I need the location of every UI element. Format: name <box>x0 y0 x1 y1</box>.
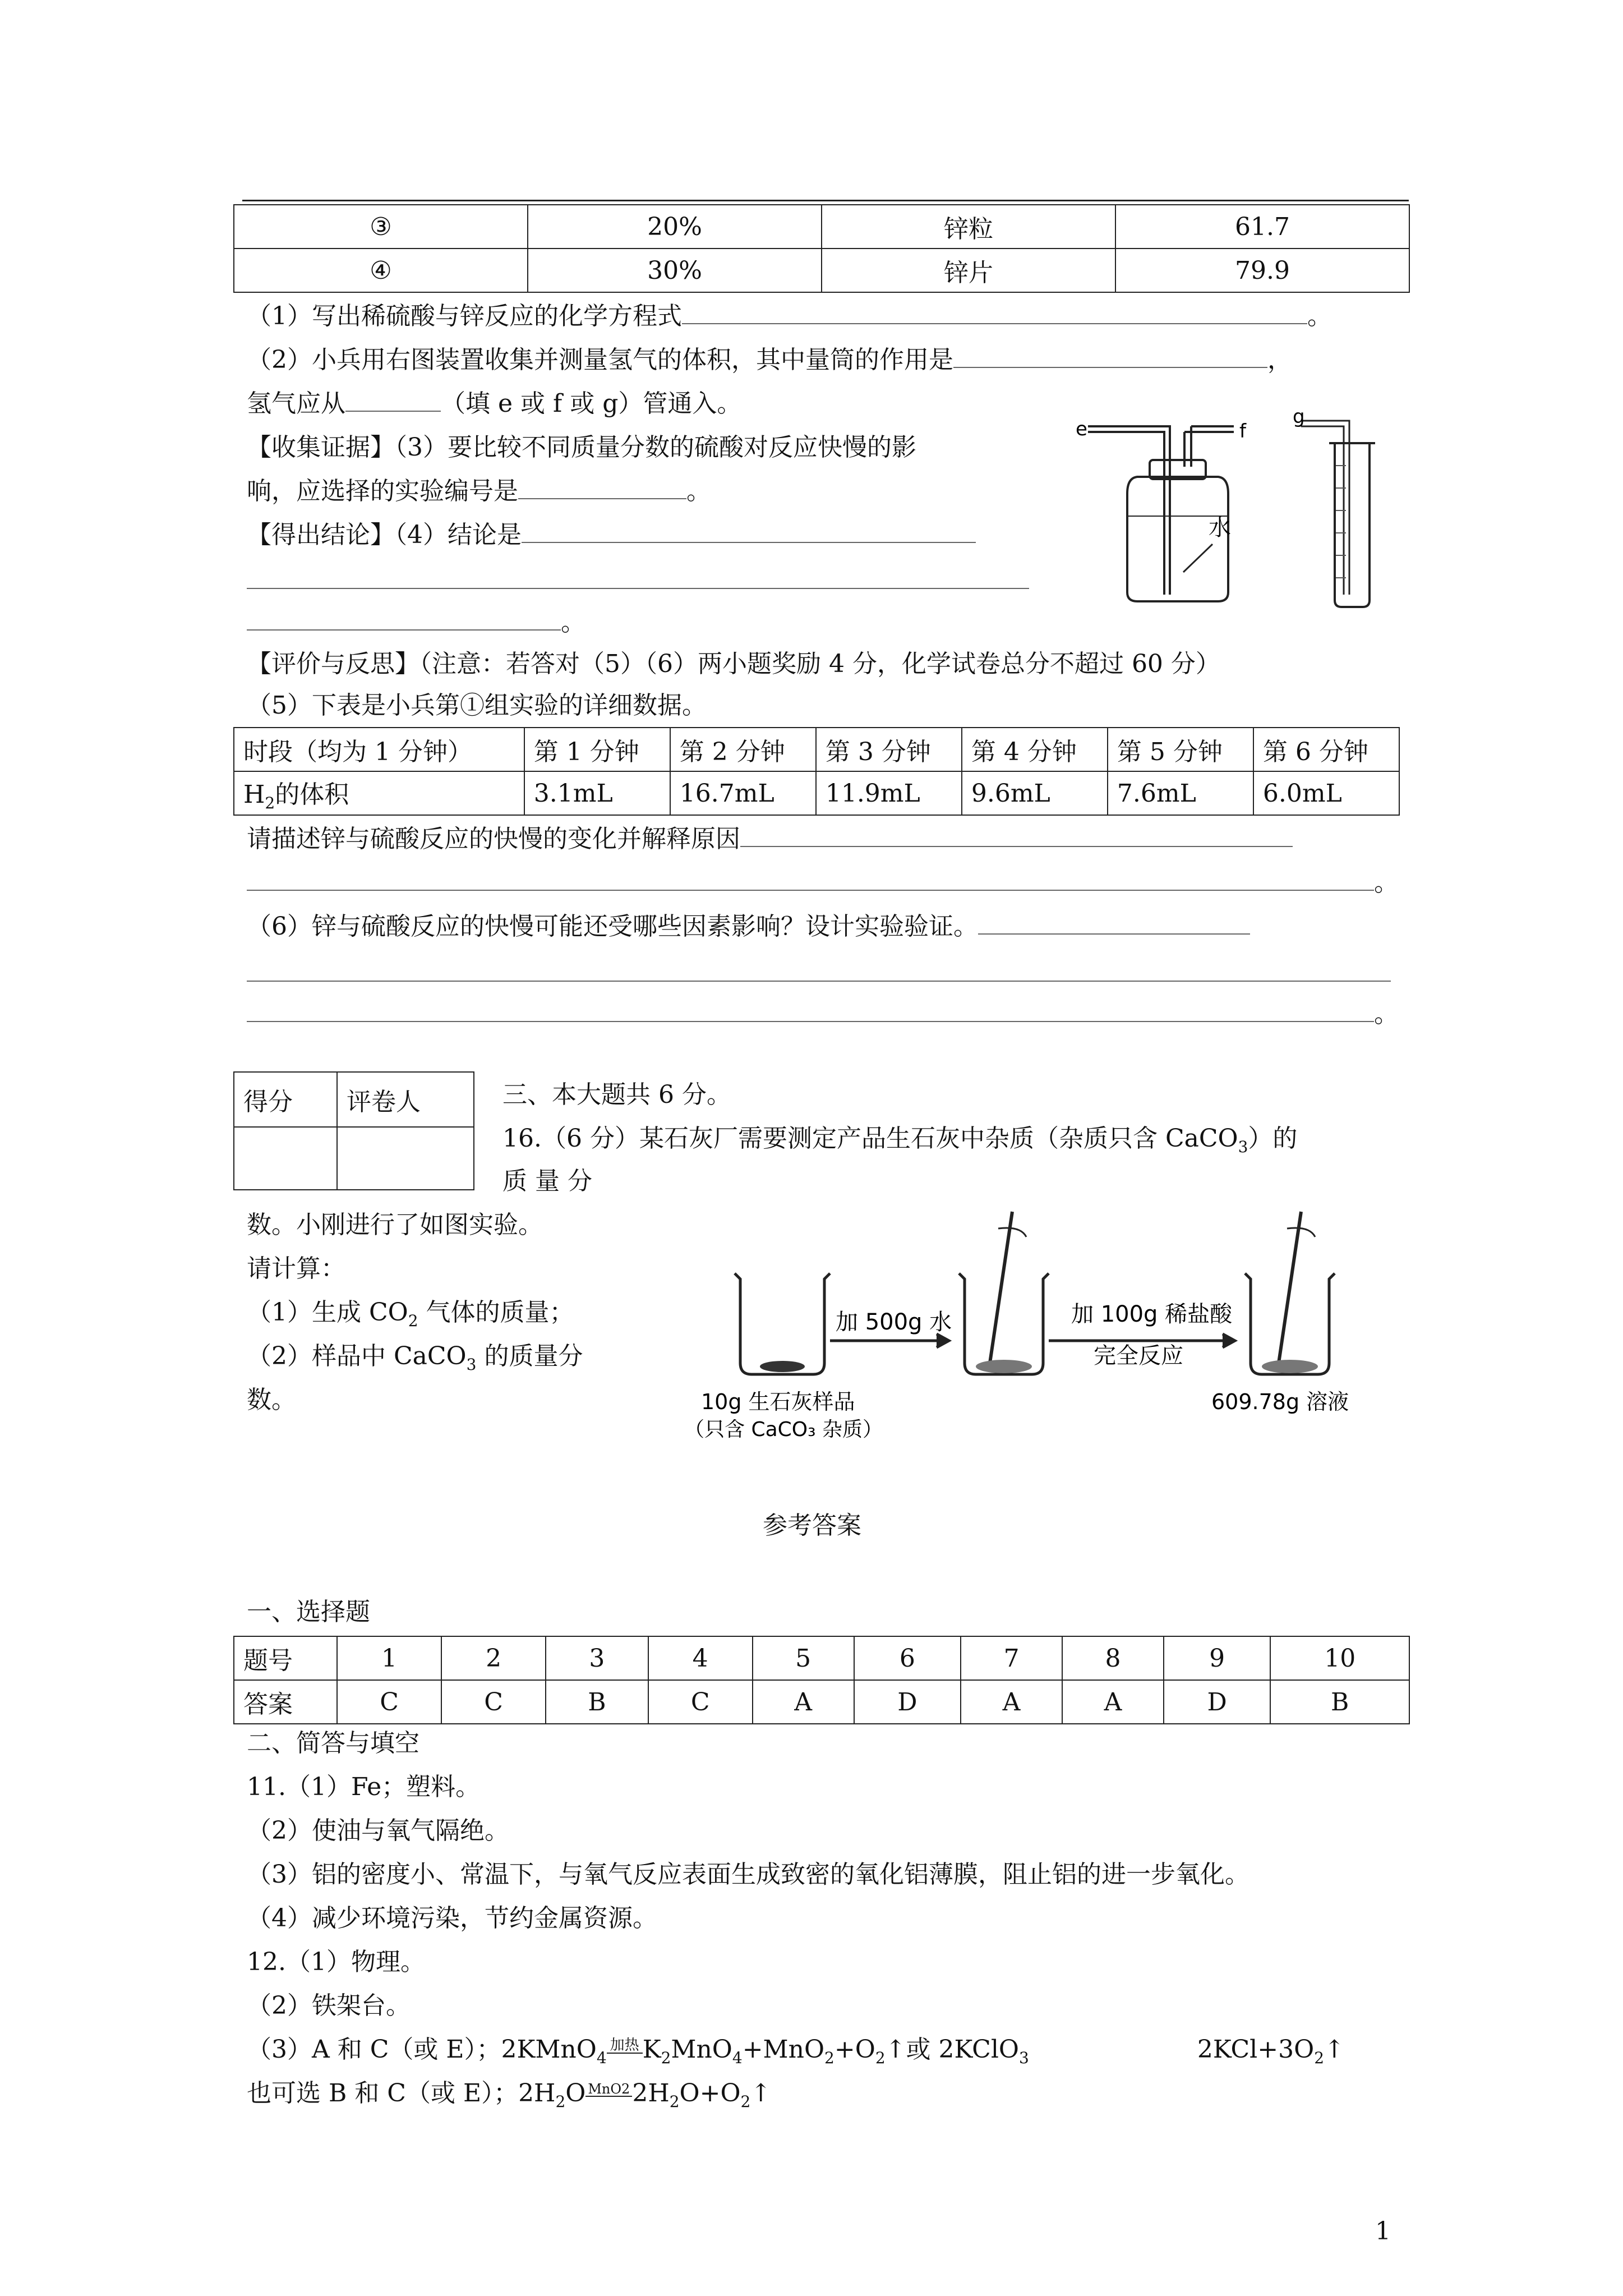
answer-blank[interactable] <box>740 823 1293 847</box>
row-label: 答案 <box>234 1680 337 1724</box>
question-text: 响，应选择的实验编号是 <box>247 477 518 505</box>
stirring-rod-icon <box>1279 1212 1301 1363</box>
answer-12-2: （2）铁架台。 <box>247 1991 411 2020</box>
formula-subscript: 3 <box>1238 1137 1248 1156</box>
mixture-icon <box>1262 1360 1318 1373</box>
question-text: 【得出结论】（4）结论是 <box>247 521 522 549</box>
table-cell: 锌片 <box>822 249 1115 292</box>
punctuation: 。 <box>1307 302 1332 330</box>
answers-table <box>233 1636 1410 1724</box>
formula-subscript: 3 <box>466 1355 477 1374</box>
table-cell: 30% <box>528 249 822 292</box>
answer-12-1: 12.（1）物理。 <box>247 1948 425 1976</box>
formula-subscript: 2 <box>661 2048 671 2067</box>
answer-blank[interactable] <box>345 388 441 412</box>
table-cell: 8 <box>1062 1636 1164 1680</box>
question-16-line3: 数。小刚进行了如图实验。 <box>247 1211 543 1239</box>
question-16-line7: 数。 <box>247 1386 296 1414</box>
mixture-icon <box>976 1360 1032 1373</box>
question-1 <box>247 300 1332 333</box>
gas-collection-apparatus <box>1066 404 1413 611</box>
question-3-line1: 【收集证据】（3）要比较不同质量分数的硫酸对反应快慢的影 <box>247 433 916 462</box>
table-top-rule <box>242 200 1409 201</box>
formula-subscript: 2 <box>669 2092 680 2111</box>
table-cell: 79.9 <box>1115 249 1409 292</box>
experiment-table <box>233 204 1410 293</box>
answer-11-1: 11.（1）Fe；塑料。 <box>247 1773 481 1801</box>
question-text: 气体的质量； <box>418 1298 574 1327</box>
table-cell: 11.9mL <box>816 771 962 815</box>
answer-blank[interactable] <box>247 867 1374 891</box>
sample-sublabel: （只含 CaCO₃ 杂质） <box>684 1418 883 1441</box>
answer-11-2: （2）使油与氧气隔绝。 <box>247 1816 509 1845</box>
question-text: （6）锌与硫酸反应的快慢可能还受哪些因素影响？设计实验验证。 <box>247 912 978 941</box>
table-cell: ④ <box>234 249 528 292</box>
question-text: （2）小兵用右图装置收集并测量氢气的体积，其中量筒的作用是 <box>247 346 953 374</box>
question-2-line1 <box>247 343 1292 377</box>
table-cell: 7 <box>961 1636 1062 1680</box>
reaction-condition: MnO2 <box>585 2082 632 2097</box>
table-cell: 3.1mL <box>524 771 670 815</box>
answers-section-1: 一、选择题 <box>247 1598 370 1626</box>
formula-subscript: 2 <box>555 2092 566 2111</box>
answer-12-3 <box>247 2033 1345 2075</box>
question-text: ）的 <box>1248 1124 1298 1153</box>
table-cell: 20% <box>528 205 822 249</box>
punctuation: 。 <box>686 477 711 505</box>
row-label: 题号 <box>234 1636 337 1680</box>
answer-text: （3）A 和 C（或 E）；2KMnO <box>247 2035 597 2064</box>
page-number: 1 <box>1375 2217 1391 2246</box>
table-cell: D <box>1164 1680 1271 1724</box>
formula-subscript: 2 <box>408 1311 418 1330</box>
stirring-rod-icon <box>990 1212 1012 1363</box>
question-16-line6 <box>247 1340 583 1382</box>
table-cell: D <box>854 1680 961 1724</box>
question-5-prompt <box>247 822 1293 856</box>
table-row <box>234 249 1409 292</box>
answer-12-4 <box>247 2077 771 2119</box>
reaction-condition: 加热 <box>607 2038 643 2054</box>
answer-line[interactable] <box>247 981 1391 982</box>
row-label-text: 的体积 <box>275 780 349 809</box>
question-text: （2）样品中 CaCO <box>247 1342 467 1370</box>
label-g: g <box>1293 406 1305 428</box>
formula-subscript: 2 <box>740 2092 751 2111</box>
table-header-cell: 第 6 分钟 <box>1253 728 1399 771</box>
punctuation: 。 <box>1374 1000 1399 1028</box>
table-row <box>234 1680 1409 1724</box>
answer-blank[interactable] <box>518 476 686 499</box>
table-cell: A <box>961 1680 1062 1724</box>
table-cell: B <box>1270 1680 1409 1724</box>
punctuation: ， <box>1267 346 1292 374</box>
question-5-line2 <box>247 866 1399 900</box>
answer-11-3: （3）铝的密度小、常温下，与氧气反应表面生成致密的氧化铝薄膜，阻止铝的进一步氧化。 <box>247 1860 1249 1889</box>
grader-field[interactable] <box>337 1127 474 1190</box>
answer-text: 2H <box>632 2079 670 2108</box>
table-row <box>234 728 1399 771</box>
punctuation: 。 <box>561 608 585 637</box>
answer-text: O <box>565 2079 586 2108</box>
table-row <box>234 1072 474 1127</box>
answer-text: 也可选 B 和 C（或 E）；2H <box>247 2079 556 2108</box>
table-cell: 3 <box>546 1636 648 1680</box>
step2-label-top: 加 100g 稀盐酸 <box>1071 1301 1233 1327</box>
table-row <box>234 1127 474 1190</box>
question-text: （填 e 或 f 或 g）管通入。 <box>441 389 742 418</box>
answer-text: 2KCl+3O <box>1197 2035 1315 2064</box>
formula-subscript: 3 <box>1019 2048 1029 2067</box>
step2-label-bottom: 完全反应 <box>1094 1343 1183 1369</box>
answer-11-4: （4）减少环境污染，节约金属资源。 <box>247 1904 657 1932</box>
result-label: 609.78g 溶液 <box>1211 1389 1349 1414</box>
table-row <box>234 205 1409 249</box>
question-text: 氢气应从 <box>247 389 345 418</box>
sample-label: 10g 生石灰样品 <box>701 1389 855 1414</box>
answer-line[interactable] <box>247 588 1029 589</box>
table-cell: 10 <box>1270 1636 1409 1680</box>
table-header-cell: 第 5 分钟 <box>1108 728 1253 771</box>
answer-blank[interactable] <box>247 999 1374 1022</box>
formula-subscript: 4 <box>732 2048 743 2067</box>
formula-subscript: 2 <box>1314 2048 1325 2067</box>
table-row <box>234 1636 1409 1680</box>
formula-subscript: 4 <box>596 2048 607 2067</box>
question-16-line5 <box>247 1296 574 1338</box>
table-cell: C <box>337 1680 441 1724</box>
table-cell: 7.6mL <box>1108 771 1253 815</box>
answer-blank[interactable] <box>978 911 1250 935</box>
answer-text: ↑ <box>750 2079 772 2108</box>
answer-text: +MnO <box>742 2035 825 2064</box>
grader-label: 评卷人 <box>337 1072 474 1127</box>
answer-text: K <box>642 2035 661 2064</box>
beaker-icon <box>735 1273 830 1374</box>
h2-volume-table <box>233 727 1400 816</box>
score-field[interactable] <box>234 1127 337 1190</box>
question-6-line3 <box>247 997 1399 1031</box>
table-cell: 2 <box>441 1636 546 1680</box>
answer-text: ↑ <box>1324 2035 1345 2064</box>
question-16-line1 <box>502 1122 1297 1164</box>
answers-title: 参考答案 <box>763 1511 861 1540</box>
table-cell: 9.6mL <box>962 771 1108 815</box>
score-label: 得分 <box>234 1072 337 1127</box>
answer-text: O+O <box>679 2079 741 2108</box>
table-header-cell: 第 4 分钟 <box>962 728 1108 771</box>
answer-blank[interactable] <box>522 519 976 543</box>
table-cell: 1 <box>337 1636 441 1680</box>
question-text: 16.（6 分）某石灰厂需要测定产品生石灰中杂质（杂质只含 CaCO <box>502 1124 1238 1153</box>
table-cell: 4 <box>648 1636 753 1680</box>
step1-label: 加 500g 水 <box>836 1309 952 1335</box>
score-box <box>233 1071 474 1190</box>
table-cell: A <box>753 1680 854 1724</box>
answers-section-2: 二、简答与填空 <box>247 1729 419 1757</box>
table-cell: 6 <box>854 1636 961 1680</box>
table-header-cell: 时段（均为 1 分钟） <box>234 728 524 771</box>
label-e: e <box>1076 418 1087 440</box>
question-4-line3 <box>247 606 585 639</box>
question-3-line2 <box>247 475 711 508</box>
table-cell: 锌粒 <box>822 205 1115 249</box>
table-cell: A <box>1062 1680 1164 1724</box>
question-6-prompt <box>247 910 1250 944</box>
question-text: 请描述锌与硫酸反应的快慢的变化并解释原因 <box>247 825 740 853</box>
table-row <box>234 771 1399 815</box>
table-cell: 6.0mL <box>1253 771 1399 815</box>
table-cell: B <box>546 1680 648 1724</box>
answer-text: +O <box>834 2035 875 2064</box>
table-header-cell: 第 2 分钟 <box>670 728 816 771</box>
limestone-experiment-figure <box>684 1195 1391 1447</box>
table-cell: 61.7 <box>1115 205 1409 249</box>
table-cell: 16.7mL <box>670 771 816 815</box>
punctuation: 。 <box>1374 868 1399 897</box>
label-water: 水 <box>1209 515 1231 541</box>
answer-blank[interactable] <box>953 344 1267 368</box>
formula-text: H <box>243 780 265 809</box>
answer-blank[interactable] <box>247 607 561 631</box>
answer-text: ↑或 2KClO <box>885 2035 1019 2064</box>
formula-subscript: 2 <box>824 2048 834 2067</box>
table-row-label <box>234 771 524 815</box>
sample-solid-icon <box>760 1361 805 1372</box>
question-text: （1）生成 CO <box>247 1298 408 1327</box>
table-cell: C <box>648 1680 753 1724</box>
answer-blank[interactable] <box>682 301 1307 324</box>
reflection-header: 【评价与反思】（注意：若答对（5）（6）两小题奖励 4 分，化学试卷总分不超过 60 分） <box>247 650 1220 678</box>
formula-subscript: 2 <box>875 2048 886 2067</box>
table-header-cell: 第 3 分钟 <box>816 728 962 771</box>
beaker-icon <box>959 1273 1049 1374</box>
table-cell: ③ <box>234 205 528 249</box>
formula-subscript: 2 <box>265 793 275 812</box>
answer-text: MnO <box>671 2035 732 2064</box>
question-2-line2 <box>247 387 741 421</box>
question-5-intro: （5）下表是小兵第①组实验的详细数据。 <box>247 691 707 720</box>
question-16-line2: 质 量 分 <box>502 1167 592 1195</box>
table-cell: 9 <box>1164 1636 1271 1680</box>
table-cell: 5 <box>753 1636 854 1680</box>
table-cell: C <box>441 1680 546 1724</box>
question-text: 的质量分 <box>476 1342 583 1370</box>
question-text: （1）写出稀硫酸与锌反应的化学方程式 <box>247 302 682 330</box>
section-3-title: 三、本大题共 6 分。 <box>502 1080 731 1109</box>
label-f: f <box>1239 420 1246 443</box>
question-16-line4: 请计算： <box>247 1254 345 1283</box>
table-header-cell: 第 1 分钟 <box>524 728 670 771</box>
question-4-line1 <box>247 518 976 552</box>
